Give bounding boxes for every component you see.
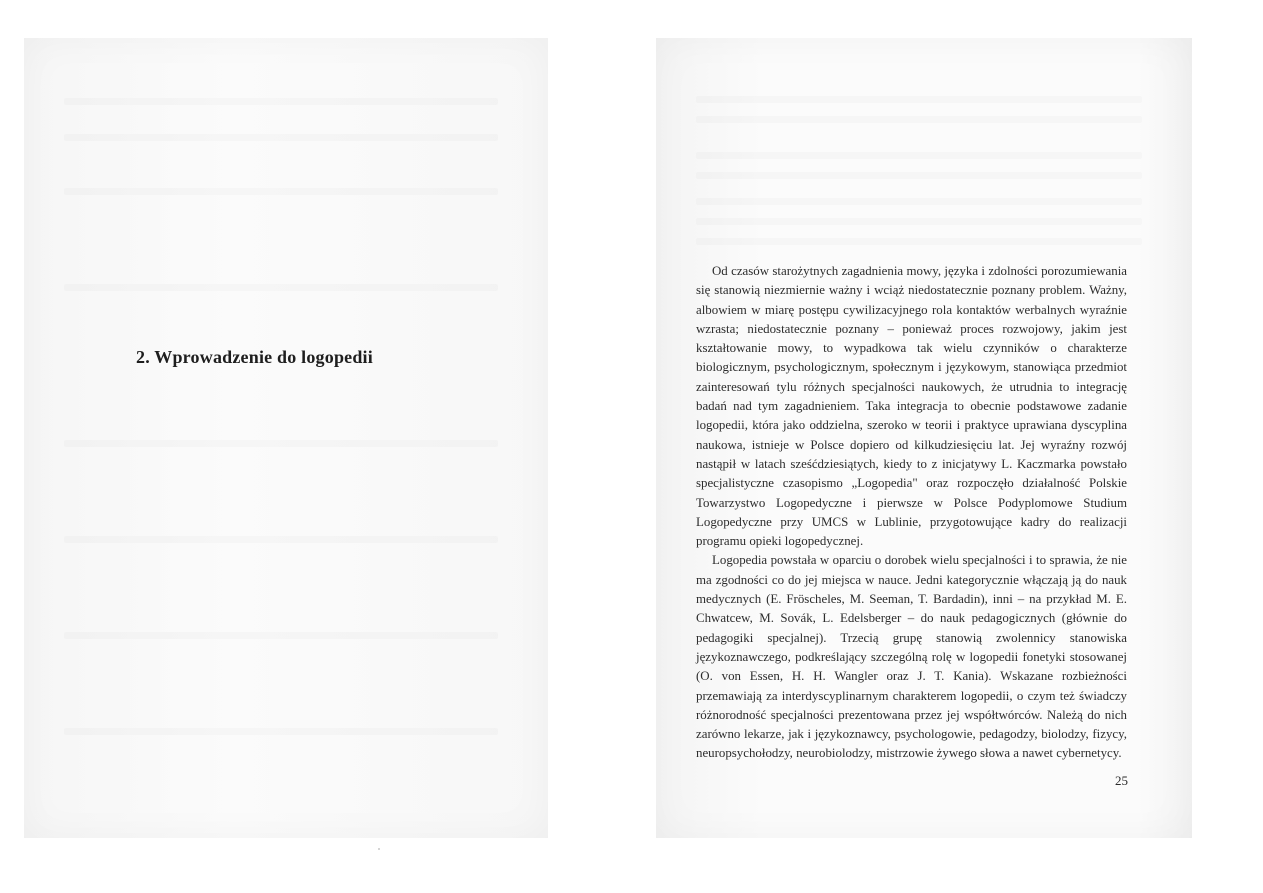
bleed-through-line bbox=[696, 172, 1142, 179]
scan-speck bbox=[378, 848, 380, 850]
right-page bbox=[656, 38, 1192, 838]
bleed-through-line bbox=[64, 134, 498, 141]
body-text bbox=[696, 262, 1127, 764]
bleed-through-line bbox=[64, 440, 498, 447]
bleed-through-line bbox=[64, 188, 498, 195]
bleed-through-line bbox=[696, 152, 1142, 159]
bleed-through-line bbox=[64, 536, 498, 543]
bleed-through-line bbox=[64, 98, 498, 105]
bleed-through-line bbox=[64, 728, 498, 735]
bleed-through-line bbox=[696, 96, 1142, 103]
bleed-through-line bbox=[696, 116, 1142, 123]
paragraph-2: Logopedia powstała w oparciu o dorobek wielu specjalności i to sprawia, że nie ma zgodności co do jej miejsca w nauce. Jedni kategorycznie włączają ją do nauk medycznych (E. Fröscheles, M. Seeman, T. Bardadin), inni – na przykład M. E. Chwatcew, M. Sovák, L. Edelsberger – do nauk pedagogicznych (głównie do pedagogiki specjalnej). Trzecią grupę stanowią zwolennicy stanowiska językoznawczego, podkreślający szczególną rolę w logopedii fonetyki stosowanej (O. von Essen, H. H. Wangler oraz J. T. Kania). Wskazane rozbieżności przemawiają za interdyscyplinarnym charakterem logopedii, o czym też świadczy różnorodność specjalności prezentowana przez jej współtwórców. Należą do nich zarówno lekarze, jak i językoznawcy, psychologowie, pedagodzy, biolodzy, fizycy, neuropsychołodzy, neurobiolodzy, mistrzowie żywego słowa a nawet cybernetycy. bbox=[696, 553, 1127, 761]
chapter-title: 2. Wprowadzenie do logopedii bbox=[136, 347, 373, 367]
bleed-through-line bbox=[64, 632, 498, 639]
bleed-through-line bbox=[696, 198, 1142, 205]
paragraph-1: Od czasów starożytnych zagadnienia mowy, języka i zdolności porozumiewania się stanowią niezmiernie ważny i wciąż niedostatecznie poznany problem. Ważny, albowiem w miarę postępu cywilizacyjnego rola kontaktów werbalnych wyraźnie wzrasta; niedostatecznie poznany – ponieważ proces rozwojowy, jakim jest kształtowanie mowy, to wypadkowa tak wielu czynników o charakterze biologicznym, psychologicznym, społecznym i językowym, stanowiąca przedmiot zainteresowań tylu różnych specjalności naukowych, że utrudnia to integrację badań nad tym zagadnieniem. Taka integracja to obecnie podstawowe zadanie logopedii, która jako oddzielna, szeroko w teorii i praktyce uprawiana dyscyplina naukowa, istnieje w Polsce dopiero od kilkudziesięciu lat. Jej wyraźny rozwój nastąpił w latach sześćdziesiątych, kiedy to z inicjatywy L. Kaczmarka powstało specjalistyczne czasopismo „Logopedia" oraz rozpoczęło działalność Polskie Towarzystwo Logopedyczne i pierwsze w Polsce Podyplomowe Studium Logopedyczne przy UMCS w Lublinie, przygotowujące kadry do realizacji programu opieki logopedycznej. bbox=[696, 264, 1127, 549]
page-number: 25 bbox=[1115, 773, 1128, 788]
left-page bbox=[24, 38, 548, 838]
bleed-through-line bbox=[696, 218, 1142, 225]
bleed-through-line bbox=[64, 284, 498, 291]
bleed-through-line bbox=[696, 238, 1142, 245]
